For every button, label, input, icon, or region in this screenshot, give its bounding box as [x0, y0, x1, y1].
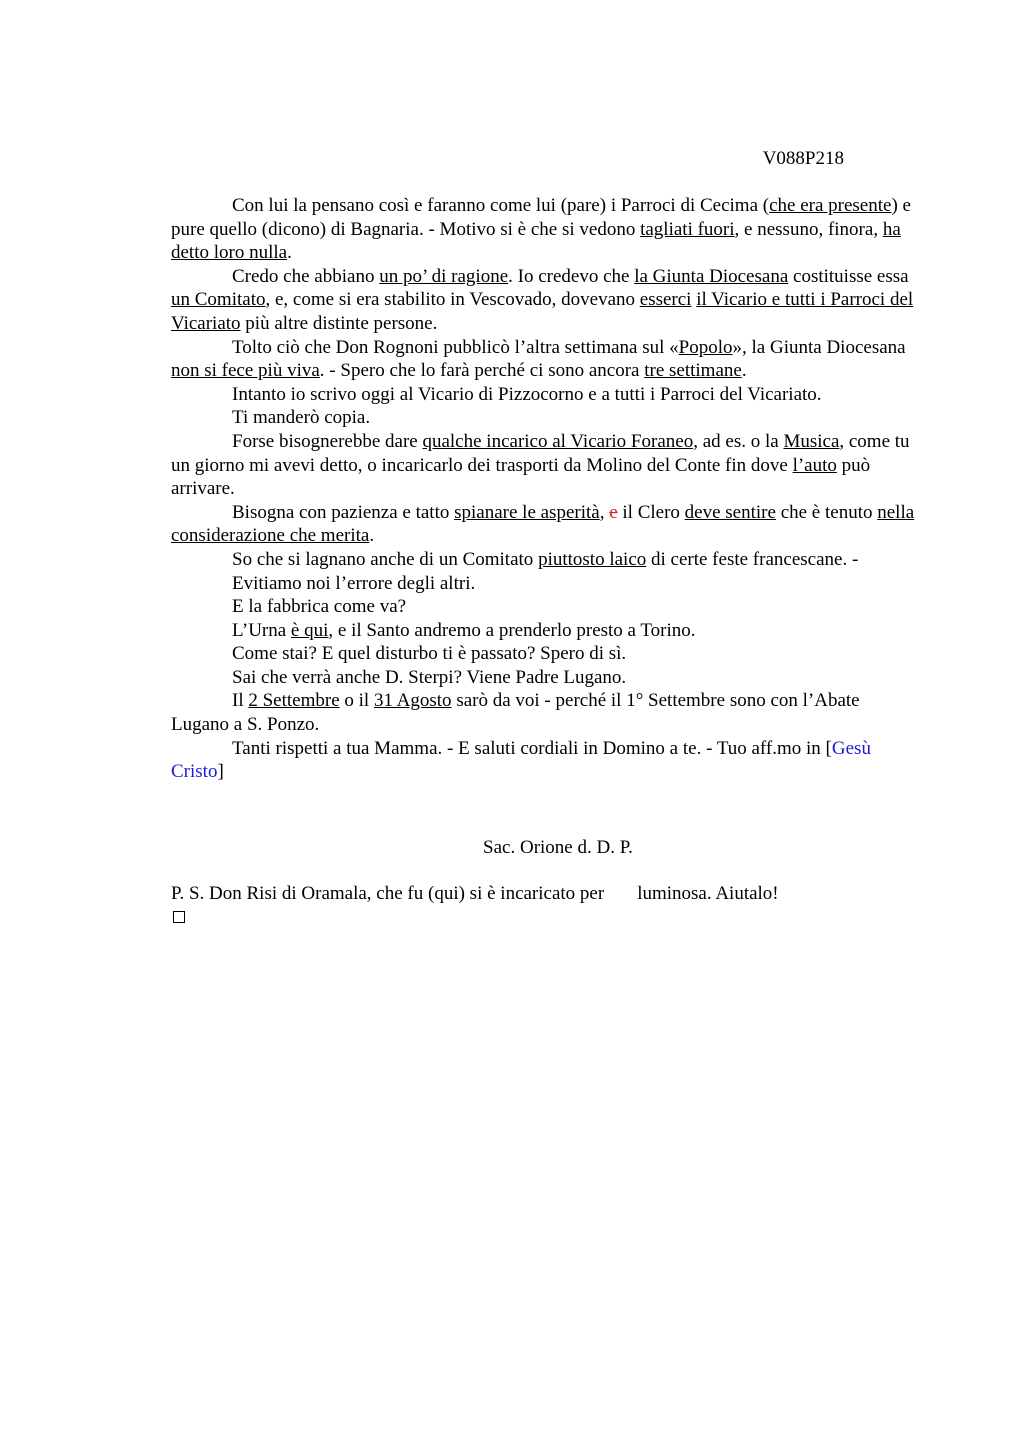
underlined-text: che era presente [769, 195, 892, 216]
letter-paragraph [171, 689, 917, 736]
letter-paragraph [171, 336, 917, 383]
underlined-text: Popolo [678, 336, 733, 358]
text-segment: , ad es. o la [693, 430, 784, 452]
letter-paragraph [171, 737, 917, 784]
underlined-text: il Vicario e tutti i Parroci del Vicariato [171, 289, 914, 334]
underlined-text: un po’ di ragione [379, 265, 509, 287]
underlined-text: nella considerazione che merita [171, 501, 915, 547]
text-segment: Sai che verrà anche D. Sterpi? Viene Padre Lugano. [232, 666, 627, 688]
text-segment: Forse bisognerebbe dare [232, 430, 423, 452]
underlined-text: 2 Settembre [248, 690, 340, 712]
text-segment: o il [339, 690, 374, 712]
page-code: V088P218 [762, 148, 844, 169]
underlined-text: la Giunta Diocesana [634, 265, 789, 287]
text-segment: ) e pure quello (dicono) di Bagnaria. - Motivo si è che si vedono [171, 195, 911, 240]
underlined-text: è qui [290, 619, 329, 641]
underlined-text: spianare le asperità [454, 501, 600, 523]
signature: Sac. Orione d. D. P. [483, 837, 633, 858]
text-segment: Intanto io scrivo oggi al Vicario di Pizzocorno e a tutti i Parroci del Vicariato. [232, 383, 822, 405]
checkbox-square-icon [173, 911, 185, 923]
underlined-text: piuttosto laico [538, 548, 647, 570]
letter-paragraph [171, 406, 917, 430]
struck-text: e [609, 501, 618, 523]
letter-paragraph [171, 548, 917, 572]
editorial-insertion: Gesù Cristo [171, 737, 871, 783]
letter-paragraph [171, 383, 917, 407]
text-segment: E la fabbrica come va? [232, 596, 407, 618]
underlined-text: tre settimane [644, 360, 742, 382]
letter-paragraph [171, 430, 917, 501]
text-segment: Come stai? E quel disturbo ti è passato? Spero di sì. [232, 643, 627, 665]
letter-paragraph [171, 642, 917, 666]
underlined-text: un Comitato [171, 289, 266, 311]
text-segment: Credo che abbiano [232, 265, 380, 287]
letter-paragraph [171, 501, 917, 548]
text-segment: , [599, 501, 610, 523]
underlined-text: 31 Agosto [373, 690, 452, 712]
text-segment: , e il Santo andremo a prenderlo presto a Torino. [328, 619, 696, 641]
letter-paragraph [171, 666, 917, 690]
text-segment: L’Urna [232, 619, 291, 641]
text-segment: Evitiamo noi l’errore degli altri. [232, 572, 476, 594]
text-segment: . [287, 242, 292, 264]
underlined-text: esserci [639, 289, 692, 311]
text-segment: Il [232, 690, 249, 712]
underlined-text: non si fece più viva [171, 360, 320, 382]
letter-body [171, 194, 917, 784]
underlined-text: deve sentire [684, 501, 776, 523]
underlined-text: ha detto loro nulla [171, 218, 901, 264]
text-segment: ] [217, 761, 224, 783]
postscript-text-start: P. S. Don Risi di Oramala, che fu (qui) si è incaricato per [171, 883, 605, 904]
text-segment: So che si lagnano anche di un Comitato [232, 548, 539, 570]
text-segment: costituisse essa [788, 265, 909, 287]
underlined-text: qualche incarico al Vicario Foraneo [422, 430, 694, 452]
text-segment: Tanti rispetti a tua Mamma. - E saluti cordiali in Domino a te. - Tuo aff.mo in [ [232, 737, 832, 759]
underlined-text: tagliati fuori [640, 218, 735, 240]
underlined-text: l’auto [792, 454, 837, 476]
text-segment: », la Giunta Diocesana [732, 336, 906, 358]
text-segment: il Clero [617, 501, 685, 523]
text-segment: . Io credevo che [508, 265, 635, 287]
postscript-text-end: luminosa. Aiutalo! [637, 883, 779, 904]
text-segment: . [369, 525, 375, 547]
text-segment: , e nessuno, finora, [734, 218, 883, 240]
text-segment: . - Spero che lo farà perché ci sono ancora [319, 360, 645, 382]
text-segment: Con lui la pensano così e faranno come lui (pare) i Parroci di Cecima ( [232, 195, 770, 216]
text-segment: Tolto ciò che Don Rognoni pubblicò l’altra settimana sul « [232, 336, 679, 358]
text-segment: . [741, 360, 747, 382]
text-segment: più altre distinte persone. [240, 312, 438, 334]
letter-paragraph [171, 619, 917, 643]
postscript [171, 882, 779, 905]
text-segment: può arrivare. [171, 454, 871, 500]
text-segment: Ti manderò copia. [232, 407, 371, 429]
text-segment: sarò da voi - perché il 1° Settembre sono con l’Abate Lugano a S. Ponzo. [171, 690, 860, 736]
letter-paragraph [171, 194, 917, 265]
text-segment: , e, come si era stabilito in Vescovado, dovevano [265, 289, 640, 311]
text-segment: Bisogna con pazienza e tatto [232, 501, 455, 523]
letter-paragraph [171, 265, 917, 336]
text-segment: , come tu un giorno mi avevi detto, o incaricarlo dei trasporti da Molino del Conte fin dove [171, 430, 910, 476]
text-segment: di certe feste francescane. - [646, 548, 859, 570]
underlined-text: Musica [783, 430, 840, 452]
letter-paragraph [171, 595, 917, 619]
text-segment: che è tenuto [775, 501, 878, 523]
letter-paragraph [171, 572, 917, 596]
